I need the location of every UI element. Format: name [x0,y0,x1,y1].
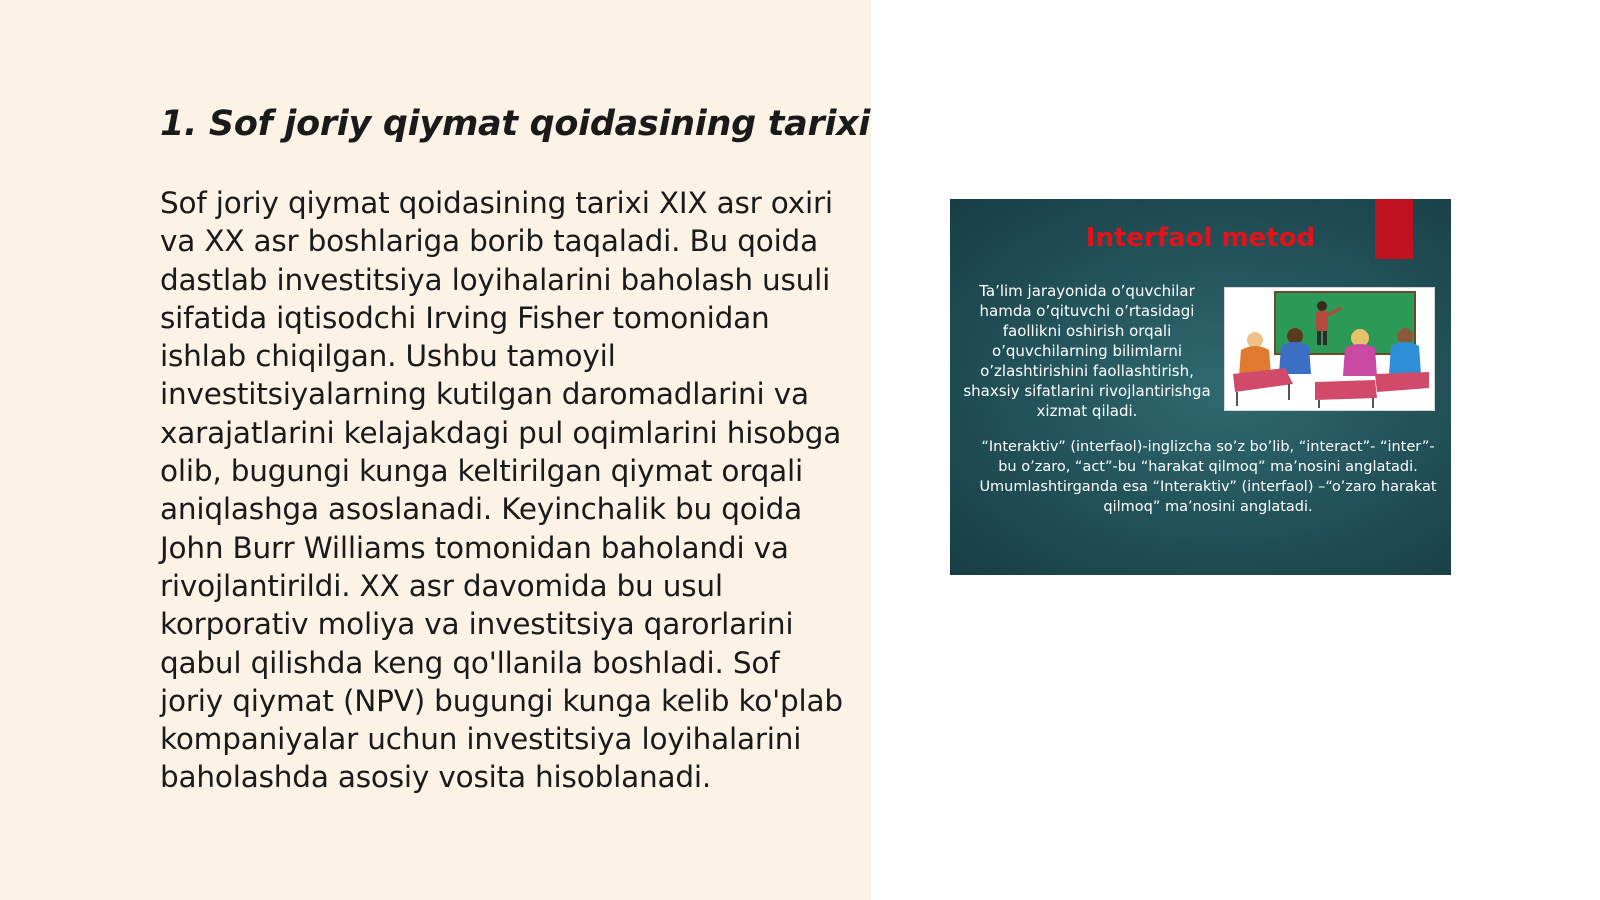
embed-paragraph-2: “Interaktiv” (interfaol)-inglizcha so’z bo’lib, “interact”- “inter”-bu o’zaro, “act”-bu “harakat qilmoq” ma’nosini anglatadi. Umumlashtirganda esa “Interaktiv” (interfaol) –“o’zaro harakat qilmoq” ma’nosini anglatadi. [979,439,1437,515]
slide-body-text: Sof joriy qiymat qoidasining tarixi XIX asr oxiri va XX asr boshlariga borib taqaladi. Bu qoida dastlab investitsiya loyihalarini baholash usuli sifatida iqtisodchi Irving Fisher tomonidan ishlab chiqilgan. Ushbu tamoyil investitsiyalarning kutilgan daromadlarini va xarajatlarini kelajakdagi pul oqimlarini hisobga olib, bugungi kunga keltirilgan qiymat orqali aniqlashga asoslanadi. Keyinchalik bu qoida John Burr Williams tomonidan baholandi va rivojlantirildi. XX asr davomida bu usul korporativ moliya va investitsiya qarorlarini qabul qilishda keng qo'llanila boshladi. Sof joriy qiymat (NPV) bugungi kunga kelib ko'plab kompaniyalar uchun investitsiya loyihalarini baholashda asosiy vosita hisoblanadi. [160,186,843,795]
embedded-slide-image [950,199,1451,575]
embed-paragraph-1: Ta’lim jarayonida o’quvchilar hamda o’qituvchi o’rtasidagi faollikni oshirish orqali o’quvchilarning bilimlarni o’zlashtirishini faollashtirish, shaxsiy sifatlarini rivojlantirishga xizmat qiladi. [963,282,1211,420]
classroom-illustration [1224,287,1435,411]
embed-title: Interfaol metod [1085,223,1316,253]
slide-title: 1. Sof joriy qiymat qoidasining tarixi [160,104,871,144]
